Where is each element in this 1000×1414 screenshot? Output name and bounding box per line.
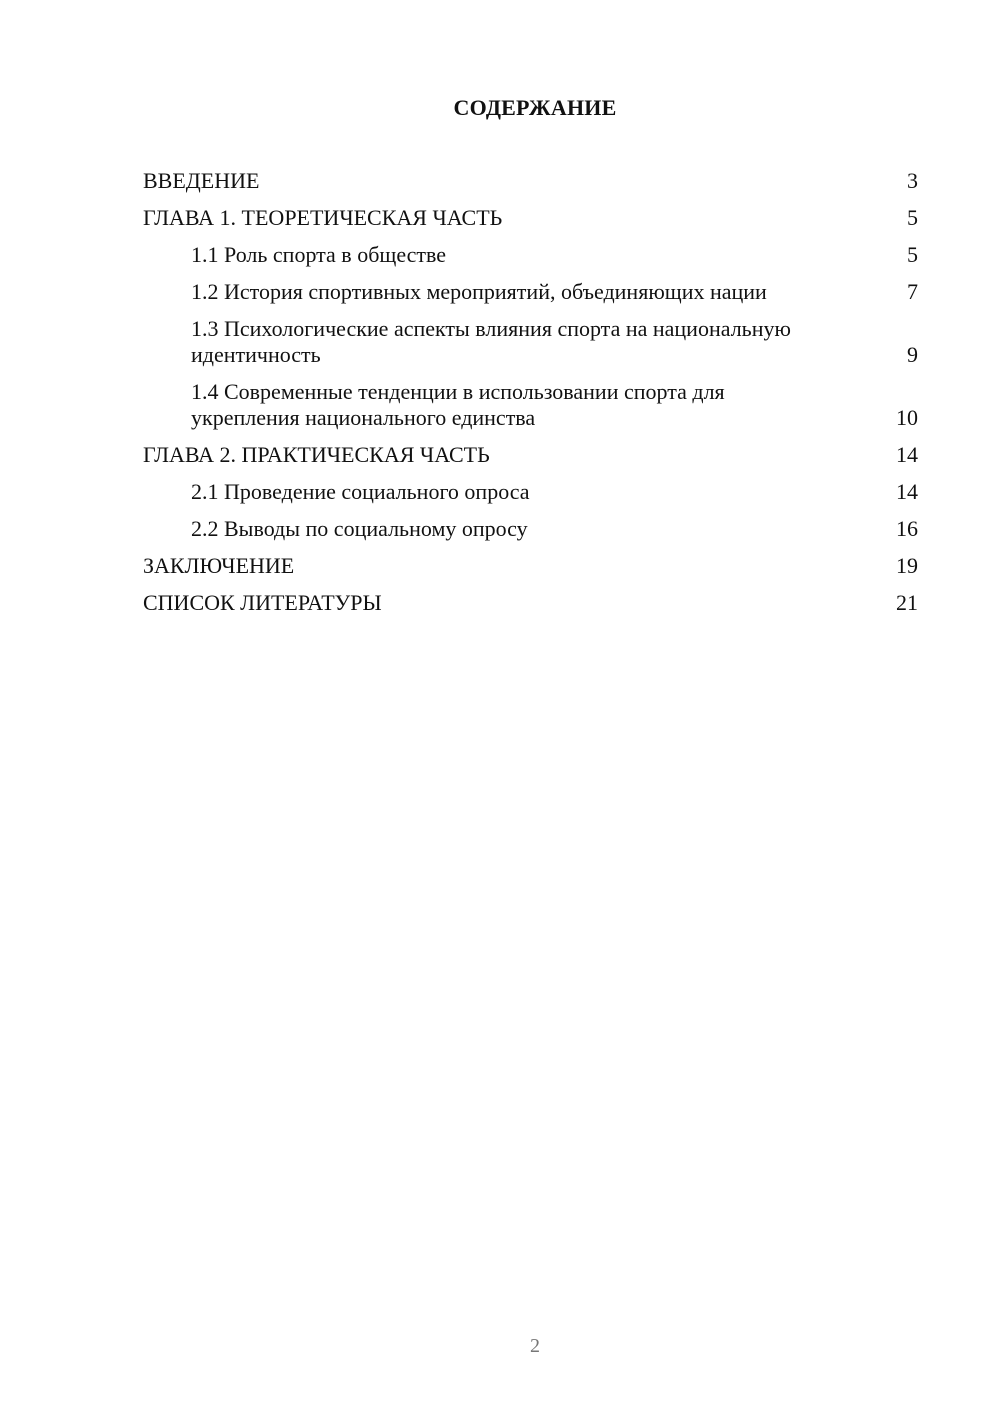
toc-entry-page: 5 [907,205,918,230]
toc-entry-page: 14 [896,479,918,504]
toc-entry-conclusion[interactable] [143,553,918,579]
toc-entry-section-1-1[interactable] [143,242,918,268]
toc-entry-text: 2.1 Проведение социального опроса [191,479,530,504]
toc-entry-section-2-1[interactable] [143,479,918,505]
toc-title: СОДЕРЖАНИЕ [453,95,617,120]
toc-entry-text: ВВЕДЕНИЕ [143,168,260,193]
table-of-contents [143,168,918,627]
toc-entry-introduction[interactable] [143,168,918,194]
toc-entry-text: СПИСОК ЛИТЕРАТУРЫ [143,590,382,615]
toc-entry-references[interactable] [143,590,918,616]
toc-entry-page: 5 [907,242,918,267]
toc-entry-text: ГЛАВА 1. ТЕОРЕТИЧЕСКАЯ ЧАСТЬ [143,205,503,230]
toc-entry-page: 19 [896,553,918,578]
toc-entry-section-1-4[interactable] [143,379,918,431]
toc-entry-chapter-2[interactable] [143,442,918,468]
toc-entry-text: 2.2 Выводы по социальному опросу [191,516,528,541]
toc-entry-section-1-3[interactable] [143,316,918,368]
page-number: 2 [530,1335,540,1357]
toc-entry-page: 3 [907,168,918,193]
toc-entry-text: 1.1 Роль спорта в обществе [191,242,447,267]
toc-entry-text: ГЛАВА 2. ПРАКТИЧЕСКАЯ ЧАСТЬ [143,442,490,467]
toc-entry-section-2-2[interactable] [143,516,918,542]
toc-entry-page: 7 [907,279,918,304]
toc-entry-page: 21 [896,590,918,615]
toc-entry-page: 14 [896,442,918,467]
toc-entry-text: 1.2 История спортивных мероприятий, объединяющих нации [191,279,767,304]
toc-entry-text: 1.4 Современные тенденции в использовании спорта для укрепления национального единства [191,379,725,430]
toc-entry-page: 10 [896,405,918,430]
toc-entry-page: 16 [896,516,918,541]
toc-entry-section-1-2[interactable] [143,279,918,305]
toc-entry-text: 1.3 Психологические аспекты влияния спорта на национальную идентичность [191,316,791,367]
toc-entry-page: 9 [907,342,918,367]
toc-entry-chapter-1[interactable] [143,205,918,231]
toc-entry-text: ЗАКЛЮЧЕНИЕ [143,553,295,578]
